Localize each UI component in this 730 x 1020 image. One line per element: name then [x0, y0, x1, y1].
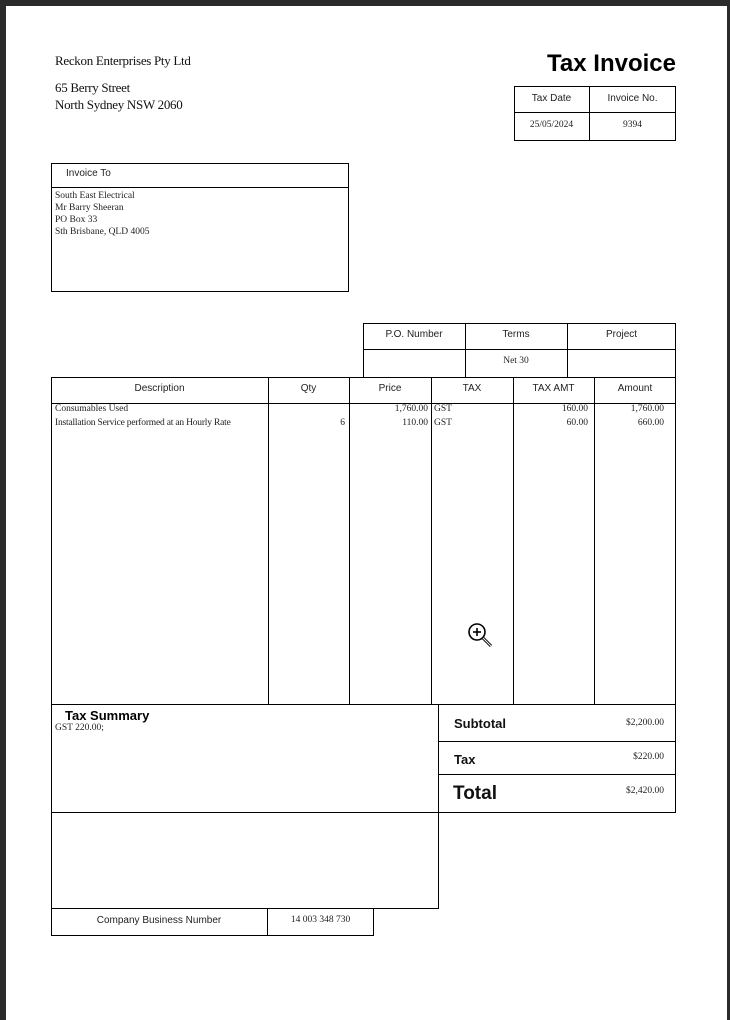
col-header-tax: TAX [462, 383, 482, 394]
tax-label: Tax [454, 752, 476, 767]
col-header-description: Description [134, 383, 185, 394]
company-address-line2: North Sydney NSW 2060 [55, 97, 183, 112]
table-row-price: 1,760.00 [394, 404, 428, 414]
subtotal-value: $2,200.00 [626, 718, 664, 728]
tax-date-value: 25/05/2024 [529, 120, 574, 130]
company-address-line1: 65 Berry Street [55, 80, 130, 95]
col-header-qty: Qty [300, 383, 317, 394]
zoom-in-icon[interactable] [466, 621, 496, 651]
total-label: Total [453, 783, 497, 804]
tax-value: $220.00 [633, 752, 664, 762]
tax-summary-title: Tax Summary [65, 708, 150, 723]
invoice-to-line: PO Box 33 [55, 215, 98, 225]
invoice-no-value: 9394 [623, 120, 642, 130]
table-row-description: Consumables Used [55, 404, 129, 414]
subtotal-label: Subtotal [454, 716, 506, 731]
invoice-page [6, 6, 727, 1020]
table-row-tax-amt: 160.00 [561, 404, 588, 414]
terms-label: Terms [502, 329, 530, 340]
col-header-amount: Amount [617, 383, 653, 394]
document-title: Tax Invoice [547, 50, 676, 77]
invoice-to-label: Invoice To [66, 168, 111, 179]
invoice-to-line: South East Electrical [55, 191, 135, 201]
tax-date-label: Tax Date [531, 93, 572, 104]
total-value: $2,420.00 [626, 786, 664, 796]
abn-value: 14 003 348 730 [290, 915, 351, 925]
table-row-tax: GST [434, 404, 452, 414]
invoice-to-line: Sth Brisbane, QLD 4005 [55, 227, 150, 237]
tax-summary-text: GST 220.00; [55, 723, 104, 733]
abn-label: Company Business Number [96, 915, 222, 926]
table-row-qty: 6 [340, 418, 345, 428]
col-header-price: Price [378, 383, 402, 394]
table-row-price: 110.00 [402, 418, 428, 428]
project-label: Project [605, 329, 638, 340]
invoice-to-line: Mr Barry Sheeran [55, 203, 124, 213]
table-row-tax: GST [434, 418, 452, 428]
table-row-amount: 1,760.00 [630, 404, 664, 414]
table-row-tax-amt: 60.00 [566, 418, 588, 428]
terms-value: Net 30 [503, 356, 529, 366]
invoice-no-label: Invoice No. [607, 93, 658, 104]
invoice-to-address [55, 190, 149, 238]
company-name: Reckon Enterprises Pty Ltd [55, 53, 191, 68]
table-row-amount: 660.00 [637, 418, 664, 428]
notes-box [51, 812, 439, 909]
table-row-description: Installation Service performed at an Hourly Rate [55, 418, 231, 428]
po-number-label: P.O. Number [385, 329, 443, 340]
col-header-tax-amt: TAX AMT [532, 383, 575, 394]
